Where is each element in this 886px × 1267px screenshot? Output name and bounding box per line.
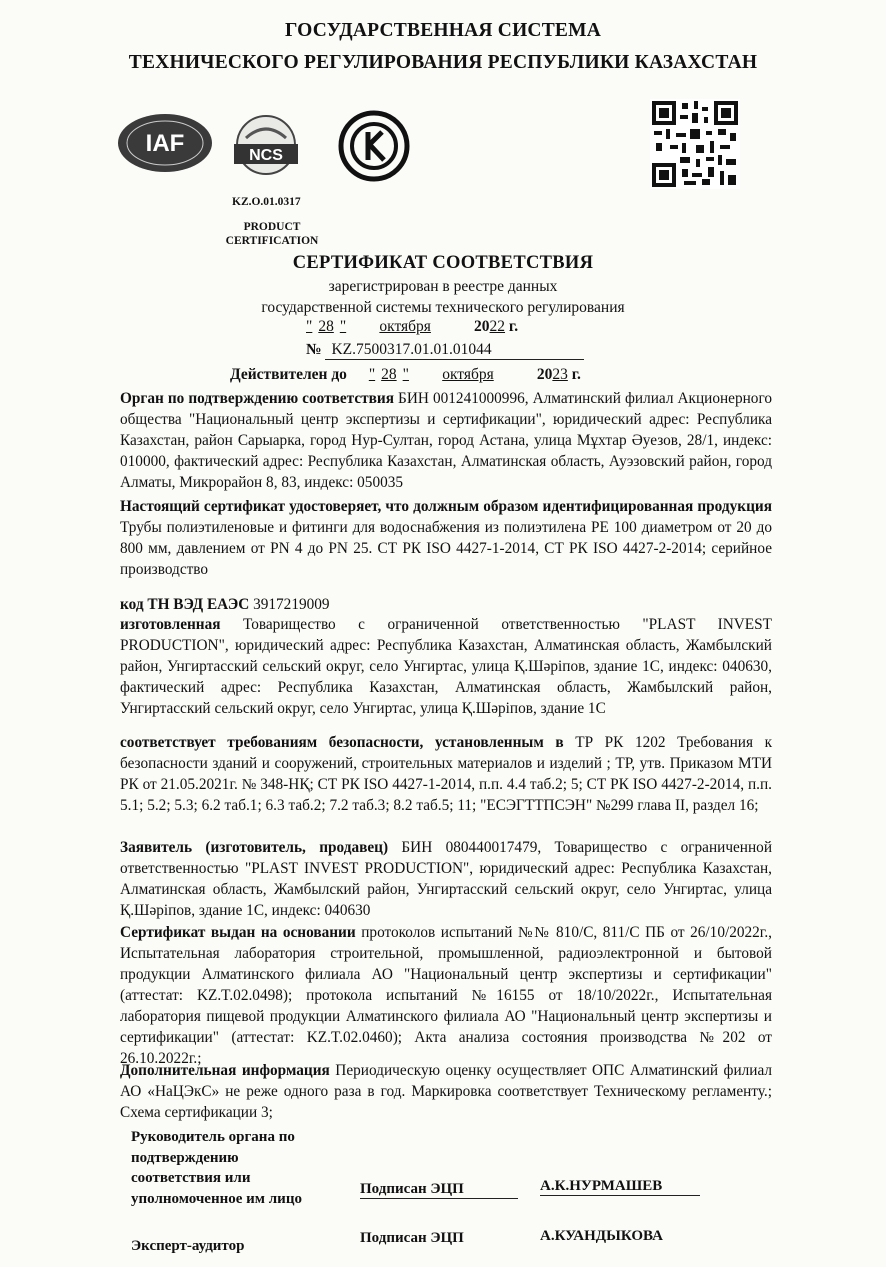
applicant-paragraph — [120, 837, 772, 921]
head-signatory-name: А.К.НУРМАШЕВ — [540, 1178, 700, 1196]
additional-paragraph — [120, 1060, 772, 1123]
certificate-number — [306, 341, 584, 360]
number-value: KZ.7500317.01.01.01044 — [325, 341, 584, 360]
certification-code: KZ.O.01.0317 — [232, 196, 301, 208]
reg-suffix: г. — [508, 318, 519, 335]
applicant-text: БИН 080440017479, Товарищество с ограниченной ответственностью "PLAST INVEST PRODUCTION", юридический адрес: Республика Казахстан, Алматинская область, Жамбылский район, Унгиртасский сельский округ, село Унгиртас, улица Қ.Шәріпов, здание 1С, индекс: 040630 — [120, 839, 773, 919]
valid-year-suffix: 23 — [552, 366, 568, 383]
valid-label: Действителен до — [230, 366, 347, 383]
product-certification-label: PRODUCT CERTIFICATION — [225, 221, 319, 247]
ghost-text — [210, 30, 214, 50]
iaf-text: IAF — [145, 130, 185, 157]
additional-text: Периодическую оценку осуществляет ОПС Алматинский филиал АО «НаЦЭкС» не реже одного раза в год. Маркировка соответствует Техническому регламенту.; Схема сертификации 3; — [120, 1062, 773, 1121]
certificate-title: СЕРТИФИКАТ СООТВЕТСТВИЯ — [292, 253, 594, 273]
iaf-logo-icon — [116, 112, 214, 174]
ncs-text: NCS — [249, 147, 283, 164]
code-paragraph — [120, 594, 772, 615]
valid-suffix: г. — [571, 366, 581, 383]
basis-paragraph — [120, 922, 772, 1069]
valid-year-prefix: 20 — [536, 366, 553, 383]
code-label: код ТН ВЭД ЕАЭС — [120, 596, 250, 613]
product-label: Настоящий сертификат удостоверяет, что должным образом идентифицированная продукция — [120, 498, 772, 515]
valid-quote-open: " — [368, 366, 376, 383]
auditor-name: А.КУАНДЫКОВА — [540, 1228, 663, 1244]
qr-code-icon — [650, 99, 740, 189]
complies-label: соответствует требованиям безопасности, установленным в — [120, 734, 564, 751]
registered-line-1: зарегистрирован в реестре данных — [328, 278, 558, 295]
kz-conformity-mark-icon — [338, 110, 410, 182]
accreditation-logos — [116, 104, 316, 204]
product-paragraph — [120, 496, 772, 580]
organ-paragraph — [120, 388, 772, 493]
header-line-2: ТЕХНИЧЕСКОГО РЕГУЛИРОВАНИЯ РЕСПУБЛИКИ КАЗАХСТАН — [128, 52, 758, 73]
reg-quote-open: " — [306, 318, 313, 335]
reg-year-prefix: 20 — [474, 318, 490, 335]
basis-label: Сертификат выдан на основании — [120, 924, 356, 941]
valid-quote-close: " — [402, 366, 409, 383]
reg-month: октября — [379, 318, 431, 335]
registration-date — [306, 318, 518, 336]
made-label: изготовленная — [120, 616, 221, 633]
product-text: Трубы полиэтиленовые и фитинги для водоснабжения из полиэтилена PE 100 диаметром от 20 до 800 мм, давлением от PN 4 до PN 25. СТ РК ISO 4427-1-2014, СТ РК ISO 4427-2-2014; серийное производство — [120, 519, 772, 578]
valid-day: 28 — [381, 366, 397, 383]
reg-year-suffix: 22 — [489, 318, 506, 335]
applicant-label: Заявитель (изготовитель, продавец) — [120, 839, 389, 856]
organ-text: БИН 001241000996, Алматинский филиал Акционерного общества "Национальный центр экспертизы и сертификации", юридический адрес: Республика Казахстан, район Сарыарка, город Нур-Султан, город Астана, улица Мұхтар Әуезов, 28/1, индекс: 010000, фактический адрес: Республика Казахстан, Алматинская область, Ауэзовский район, город Алматы, Микрорайон 8, 83, индекс: 050035 — [120, 390, 772, 491]
auditor-signed-ecp: Подписан ЭЦП — [360, 1230, 464, 1246]
reg-day: 28 — [318, 318, 334, 335]
complies-text: ТР РК 1202 Требования к безопасности зданий и сооружений, строительных материалов и изделий ; ТР, утв. Приказом МТИ РК от 21.05.2021г. № 348-НҚ; СТ РК ISO 4427-1-2014, п.п. 4.4 таб.2; 5; СТ РК ISO 4427-2-2014, п.п. 5.1; 5.2; 5.3; 6.2 таб.1; 6.3 таб.2; 7.2 таб.3; 8.2 таб.5; 11; "ЕСЭГТТПСЭН" №299 глава II, раздел 16; — [120, 734, 773, 814]
code-value: 3917219009 — [253, 596, 330, 613]
header-line-1: ГОСУДАРСТВЕННАЯ СИСТЕМА — [284, 20, 602, 41]
manufacturer-paragraph — [120, 614, 772, 719]
head-signatory-label: Руководитель органа по подтверждению соответствия или уполномоченное им лицо — [131, 1129, 302, 1207]
compliance-paragraph — [120, 732, 772, 816]
head-signed-ecp: Подписан ЭЦП — [360, 1181, 518, 1199]
registered-line-2: государственной системы технического регулирования — [261, 299, 625, 316]
reg-quote-close: " — [339, 318, 347, 335]
made-text: Товарищество с ограниченной ответственностью "PLAST INVEST PRODUCTION", юридический адрес: Республика Казахстан, Алматинская область, Жамбылский район, Унгиртасский сельский округ, село Унгиртас, улица Қ.Шәріпов, здание 1С, индекс: 040630, фактический адрес: Республика Казахстан, Алматинская область, Жамбылский район, Унгиртасский сельский округ, село Унгиртас, улица Қ.Шәріпов, здание 1С — [120, 616, 773, 717]
auditor-label: Эксперт-аудитор — [131, 1238, 245, 1254]
valid-until — [230, 366, 581, 384]
number-label: № — [306, 341, 322, 358]
ncs-logo-icon — [224, 114, 308, 176]
organ-label: Орган по подтверждению соответствия — [120, 390, 394, 407]
valid-month: октября — [442, 366, 494, 383]
additional-label: Дополнительная информация — [120, 1062, 330, 1079]
basis-text: протоколов испытаний №№ 810/С, 811/С ПБ от 26/10/2022г., Испытательная лаборатория строительной, промышленной, радиоэлектронной и бытовой продукции Алматинского филиала АО "Национальный центр экспертизы и сертификации" (аттестат: KZ.T.02.0498); протокола испытаний №16155 от 18/10/2022г., Испытательная лаборатория пищевой продукции Алматинского филиала АО "Национальный центр экспертизы и сертификации" (аттестат: KZ.T.02.0460); Акта анализа состояния производства №202 от 26.10.2022г.; — [120, 924, 773, 1067]
